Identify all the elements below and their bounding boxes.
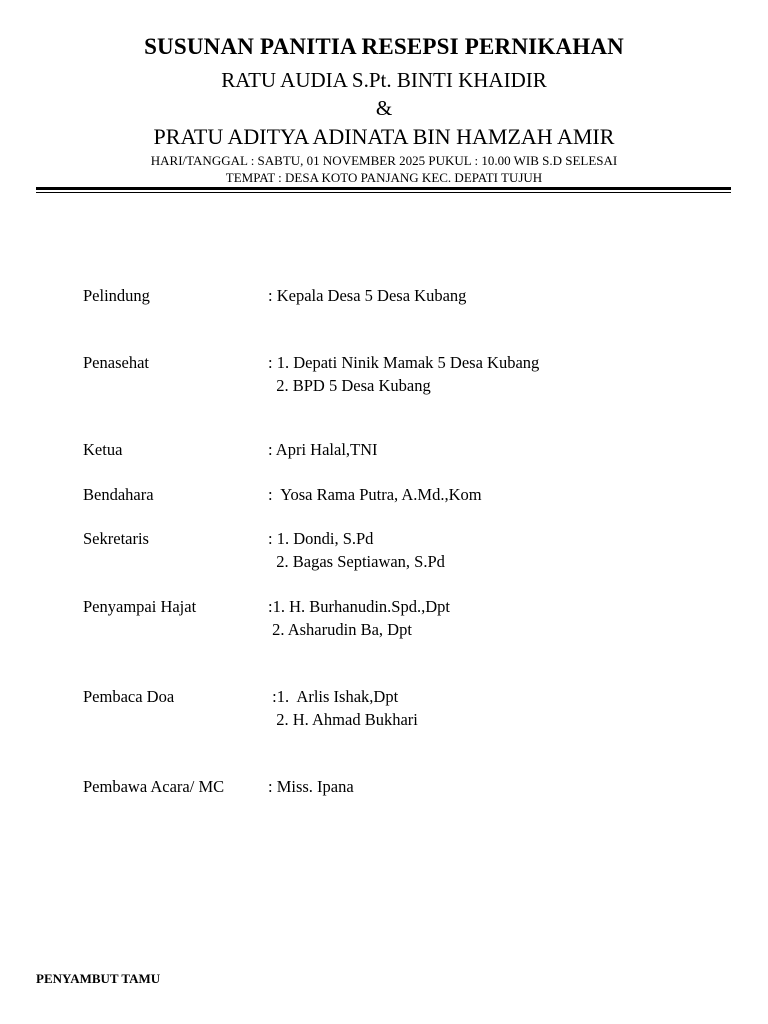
header-divider-thick	[36, 187, 731, 190]
committee-value-line: : 1. Depati Ninik Mamak 5 Desa Kubang	[268, 353, 540, 372]
committee-label: Pembawa Acara/ MC	[83, 777, 225, 796]
committee-label: Penyampai Hajat	[83, 597, 197, 616]
ampersand: &	[375, 96, 393, 120]
committee-value-line: : Yosa Rama Putra, A.Md.,Kom	[268, 485, 482, 504]
committee-value-line: 2. Asharudin Ba, Dpt	[268, 620, 412, 639]
committee-value-line: 2. H. Ahmad Bukhari	[268, 710, 418, 729]
committee-value-line: 2. BPD 5 Desa Kubang	[268, 376, 431, 395]
event-schedule: HARI/TANGGAL : SABTU, 01 NOVEMBER 2025 PUKUL : 10.00 WIB S.D SELESAI	[150, 153, 618, 168]
groom-name: PRATU ADITYA ADINATA BIN HAMZAH AMIR	[153, 124, 615, 149]
committee-label: Pelindung	[83, 286, 150, 305]
committee-value	[268, 527, 445, 573]
committee-value	[268, 284, 466, 307]
committee-value-line: 2. Bagas Septiawan, S.Pd	[268, 552, 445, 571]
committee-value-line: : Apri Halal,TNI	[268, 440, 378, 459]
bride-name: RATU AUDIA S.Pt. BINTI KHAIDIR	[221, 68, 547, 92]
committee-label: Bendahara	[83, 485, 154, 504]
document-title: SUSUNAN PANITIA RESEPSI PERNIKAHAN	[144, 34, 624, 59]
committee-value-line: :1. Arlis Ishak,Dpt	[268, 687, 399, 706]
committee-label: Penasehat	[83, 353, 149, 372]
committee-value	[268, 775, 354, 798]
committee-value-line: :1. H. Burhanudin.Spd.,Dpt	[268, 597, 450, 616]
committee-value	[268, 483, 482, 506]
section-heading-penyambut-tamu: PENYAMBUT TAMU	[36, 971, 161, 986]
event-place: TEMPAT : DESA KOTO PANJANG KEC. DEPATI TUJUH	[225, 170, 543, 185]
committee-value-line: : Miss. Ipana	[268, 777, 354, 796]
committee-value-line: : 1. Dondi, S.Pd	[268, 529, 374, 548]
committee-value	[268, 685, 418, 731]
committee-value	[268, 351, 539, 397]
committee-value	[268, 438, 378, 461]
committee-value-line: : Kepala Desa 5 Desa Kubang	[268, 286, 467, 305]
committee-value	[268, 595, 450, 641]
header-divider-thin	[36, 192, 731, 193]
committee-label: Pembaca Doa	[83, 687, 175, 706]
committee-label: Ketua	[83, 440, 123, 459]
committee-label: Sekretaris	[83, 529, 149, 548]
